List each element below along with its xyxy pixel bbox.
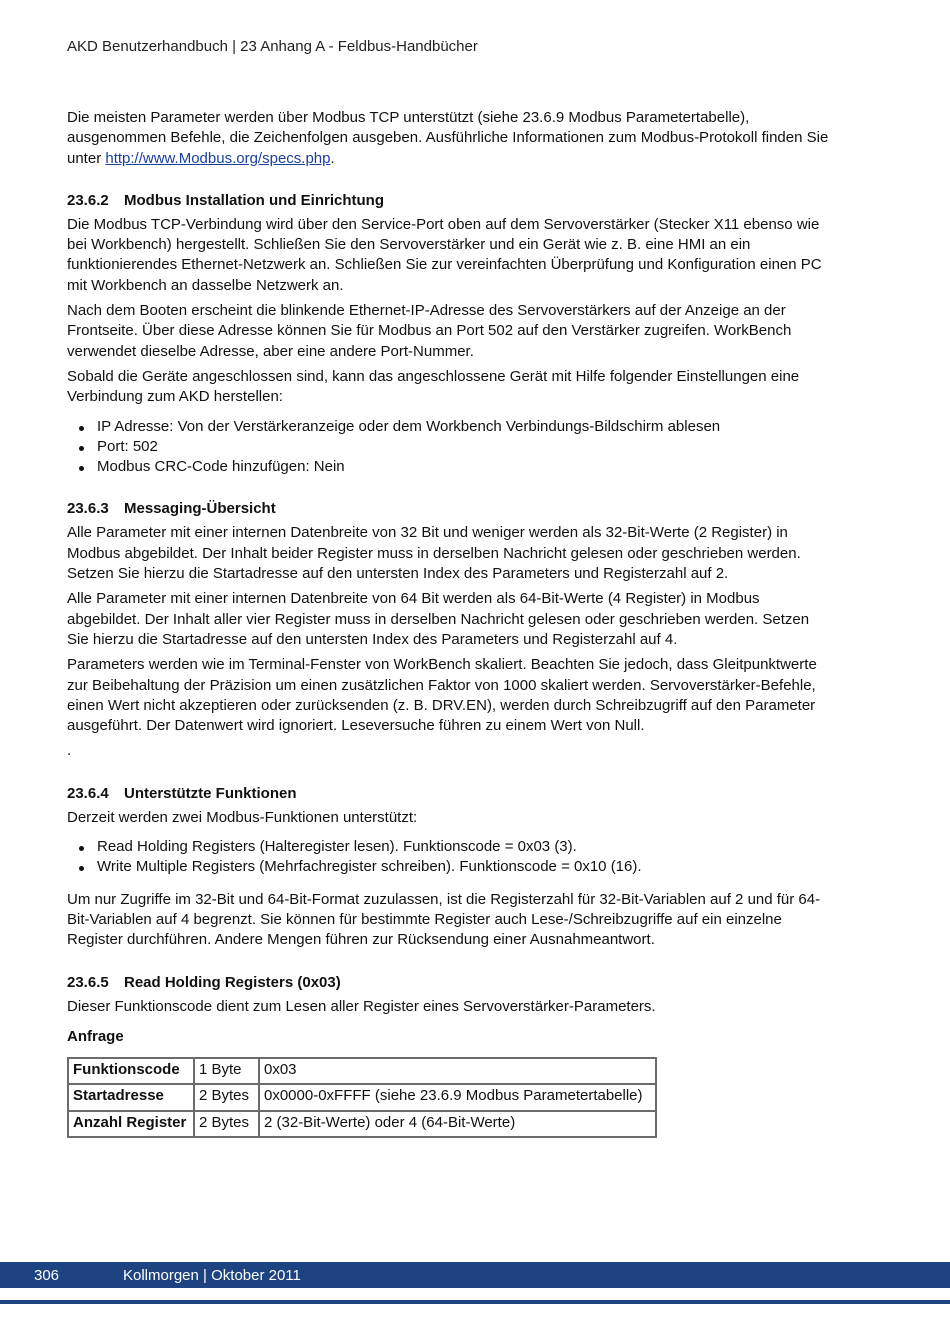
settings-list	[67, 417, 832, 478]
table-cell: 2 Bytes	[194, 1111, 259, 1137]
table-cell: Funktionscode	[68, 1058, 194, 1084]
section-title: Unterstützte Funktionen	[124, 784, 297, 802]
table-cell: 1 Byte	[194, 1058, 259, 1084]
list-item: Read Holding Registers (Halteregister lesen). Funktionscode = 0x03 (3).	[97, 837, 832, 857]
section-number: 23.6.2	[67, 191, 109, 209]
table-cell: 2 Bytes	[194, 1084, 259, 1110]
list-item: Write Multiple Registers (Mehrfachregister schreiben). Funktionscode = 0x10 (16).	[97, 857, 832, 877]
section-number: 23.6.5	[67, 973, 109, 991]
functions-list	[67, 837, 832, 878]
modbus-specs-link[interactable]: http://www.Modbus.org/specs.php	[105, 149, 331, 167]
table-row	[68, 1058, 656, 1084]
intro-text: Die meisten Parameter werden über Modbus TCP unterstützt (siehe 23.6.9 Modbus Parametertabelle), ausgenommen Befehle, die Zeichenfolgen ausgeben. Ausführliche Informationen zum Modbus-Protokoll finden Sie unter	[67, 109, 829, 167]
section-title: Messaging-Übersicht	[124, 500, 276, 518]
table-cell: Startadresse	[68, 1084, 194, 1110]
table-cell: 2 (32-Bit-Werte) oder 4 (64-Bit-Werte)	[259, 1111, 656, 1137]
section-heading-messaging	[67, 499, 832, 519]
footer-divider	[0, 1300, 950, 1304]
paragraph: Die Modbus TCP-Verbindung wird über den Service-Port oben auf dem Servoverstärker (Stecker X11 ebenso wie bei Workbench) hergestellt. Schließen Sie den Servoverstärker und ein Gerät wie z. B. eine HMI an ein funktionierendes Ethernet-Netzwerk an. Schließen Sie zur vereinfachten Überprüfung und Konfiguration einen PC mit Workbench an dasselbe Netzwerk an.	[67, 215, 822, 294]
table-cell: 0x03	[259, 1058, 656, 1084]
table-row	[68, 1111, 656, 1137]
intro-text-end: .	[330, 149, 335, 167]
list-item: Port: 502	[97, 437, 832, 457]
section-heading-read-holding	[67, 973, 832, 993]
paragraph: Derzeit werden zwei Modbus-Funktionen unterstützt:	[67, 808, 418, 826]
subheading-anfrage: Anfrage	[67, 1027, 124, 1045]
paragraph: Nach dem Booten erscheint die blinkende Ethernet-IP-Adresse des Servoverstärkers auf der Anzeige an der Frontseite. Über diese Adresse können Sie für Modbus an Port 502 auf den Verstärker zugreifen. WorkBench verwendet dieselbe Adresse, aber eine andere Port-Nummer.	[67, 302, 792, 360]
section-title: Modbus Installation und Einrichtung	[124, 191, 384, 209]
section-number: 23.6.4	[67, 784, 109, 802]
section-heading-installation	[67, 191, 832, 211]
table-cell: Anzahl Register	[68, 1111, 194, 1137]
main-content	[67, 108, 832, 1138]
intro-paragraph	[67, 108, 832, 169]
paragraph: Dieser Funktionscode dient zum Lesen aller Register eines Servoverstärker-Parameters.	[67, 997, 656, 1015]
list-item: Modbus CRC-Code hinzufügen: Nein	[97, 457, 832, 477]
page-number: 306	[34, 1267, 60, 1284]
paragraph: Parameters werden wie im Terminal-Fenster von WorkBench skaliert. Beachten Sie jedoch, dass Gleitpunktwerte zur Beibehaltung der Präzision um einen zusätzlichen Faktor von 1000 skaliert werden. Servoverstärker-Befehle, einen Wert nicht akzeptieren oder zurücksenden (z. B. DRV.EN), werden durch Schreibzugriff auf den Parameter ausgeführt. Der Datenwert wird ignoriert. Leseversuche führen zu einem Wert von Null.	[67, 656, 817, 735]
paragraph: Alle Parameter mit einer internen Datenbreite von 32 Bit und weniger werden als 32-Bit-Werte (2 Register) in Modbus abgebildet. Der Inhalt beider Register muss in derselben Nachricht gelesen oder geschrieben werden. Setzen Sie hierzu die Startadresse auf den untersten Index des Parameters und Registerzahl auf 2.	[67, 524, 801, 583]
paragraph: Um nur Zugriffe im 32-Bit und 64-Bit-Format zuzulassen, ist die Registerzahl für 32-Bit-Variablen auf 2 und für 64-Bit-Variablen auf 4 begrenzt. Sie können für bestimmte Register auch Lese-/Schreibzugriffe auf ein einzelne Register durchführen. Andere Mengen führen zur Rücksendung einer Ausnahmeantwort.	[67, 890, 821, 949]
section-heading-functions	[67, 784, 832, 804]
paragraph: Alle Parameter mit einer internen Datenbreite von 64 Bit werden als 64-Bit-Werte (4 Register) in Modbus abgebildet. Der Inhalt aller vier Register muss in derselben Nachricht gelesen oder geschrieben werden. Setzen Sie hierzu die Startadresse auf den untersten Index des Parameters und Registerzahl auf 4.	[67, 590, 810, 648]
footer-bar	[0, 1262, 950, 1288]
paragraph: Sobald die Geräte angeschlossen sind, kann das angeschlossene Gerät mit Hilfe folgender Einstellungen eine Verbindung zum AKD herstellen:	[67, 367, 800, 406]
trailing-dot: .	[67, 742, 72, 760]
table-cell: 0x0000-0xFFFF (siehe 23.6.9 Modbus Parametertabelle)	[259, 1084, 656, 1110]
page-header: AKD Benutzerhandbuch | 23 Anhang A - Feldbus-Handbücher	[67, 38, 478, 55]
section-title: Read Holding Registers (0x03)	[124, 973, 341, 991]
footer-text: Kollmorgen | Oktober 2011	[123, 1267, 301, 1284]
section-number: 23.6.3	[67, 500, 109, 518]
table-row	[68, 1084, 656, 1110]
list-item: IP Adresse: Von der Verstärkeranzeige oder dem Workbench Verbindungs-Bildschirm ablesen	[97, 417, 832, 437]
request-table	[67, 1057, 657, 1138]
